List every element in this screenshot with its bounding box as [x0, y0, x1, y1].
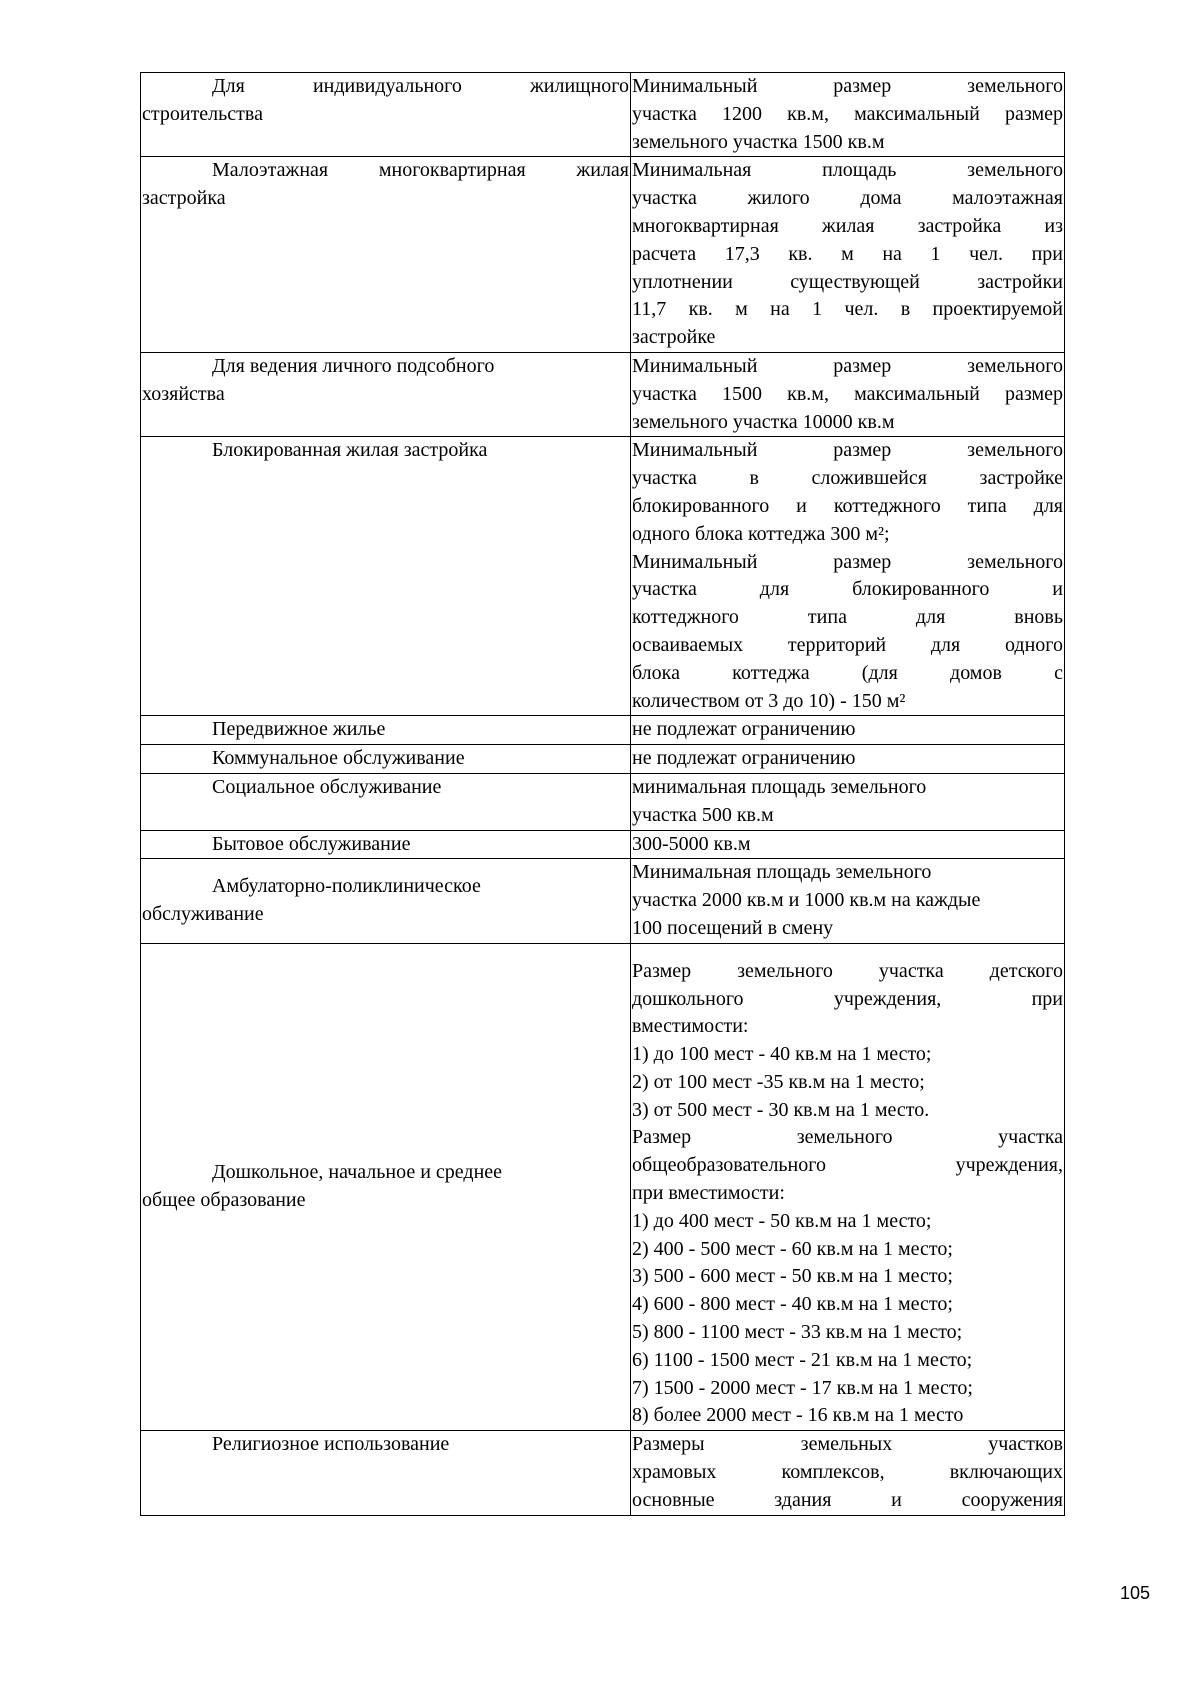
row-param-line: участка 2000 кв.м и 1000 кв.м на каждые — [632, 889, 981, 912]
row-param-cell — [631, 1431, 1065, 1515]
row-use-line: Коммунальное обслуживание — [212, 747, 465, 770]
row-param-cell — [631, 943, 1065, 1431]
land-use-table — [140, 72, 1065, 1516]
row-use-cell — [141, 716, 631, 745]
row-use-line: строительства — [142, 102, 263, 125]
row-param-cell — [631, 437, 1065, 716]
table-row — [141, 830, 1065, 859]
row-param-cell — [631, 859, 1065, 943]
row-param-line: минимальная площадь земельного — [632, 775, 927, 798]
row-use-line: обслуживание — [142, 903, 264, 925]
row-param-line: Размер земельного участка — [632, 1126, 1063, 1149]
list-item: 6) 1100 - 1500 мест - 21 кв.м на 1 место; — [632, 1348, 973, 1371]
row-use-cell — [141, 1431, 631, 1515]
row-param-line: блокированного и коттеджного типа для — [632, 494, 1063, 517]
list-item: 3) от 500 мест - 30 кв.м на 1 место. — [632, 1098, 930, 1121]
table-row — [141, 859, 1065, 943]
table-row — [141, 73, 1065, 157]
table-row — [141, 745, 1065, 774]
row-use-cell — [141, 73, 631, 157]
row-param-line: коттеджного типа для вновь — [632, 606, 1063, 629]
row-param-line: дошкольного учреждения, при — [632, 987, 1063, 1010]
row-use-cell — [141, 157, 631, 353]
row-param-line: участка 500 кв.м — [632, 803, 774, 826]
row-param-line: 11,7 кв. м на 1 чел. в проектируемой — [632, 298, 1063, 321]
row-param-line: одного блока коттеджа 300 м²; — [632, 522, 890, 545]
page-number: 105 — [1120, 1583, 1151, 1603]
row-param-line: расчета 17,3 кв. м на 1 чел. при — [632, 242, 1063, 265]
row-param-line: при вместимости: — [632, 1182, 785, 1205]
row-use-line: Социальное обслуживание — [212, 775, 442, 798]
row-param-cell — [631, 716, 1065, 745]
row-param-line: уплотнении существующей застройки — [632, 270, 1063, 293]
row-param-line: участка 1500 кв.м, максимальный размер — [632, 382, 1063, 405]
row-use-cell — [141, 830, 631, 859]
row-use-line: Малоэтажная многоквартирная жилая — [212, 159, 629, 182]
row-use-cell — [141, 943, 631, 1431]
row-use-line: Религиозное использование — [212, 1433, 450, 1456]
list-item: 1) до 100 мест - 40 кв.м на 1 место; — [632, 1043, 932, 1066]
row-use-cell — [141, 859, 631, 943]
table-row — [141, 352, 1065, 436]
row-param-line: 300-5000 кв.м — [632, 832, 751, 855]
row-param-line: не подлежат ограничению — [632, 718, 856, 741]
row-param-cell — [631, 745, 1065, 774]
row-param-line: Минимальный размер земельного — [632, 550, 1063, 573]
row-param-line: вместимости: — [632, 1015, 749, 1038]
row-param-line: не подлежат ограничению — [632, 747, 856, 770]
row-param-line: количеством от 3 до 10) - 150 м² — [632, 689, 906, 712]
row-param-line: Минимальная площадь земельного — [632, 159, 1063, 182]
row-param-line: 100 посещений в смену — [632, 916, 834, 939]
table-row — [141, 773, 1065, 830]
list-item: 2) от 100 мест -35 кв.м на 1 место; — [632, 1070, 925, 1093]
row-param-line: Минимальный размер земельного — [632, 439, 1063, 462]
row-param-line: участка в сложившейся застройке — [632, 467, 1063, 490]
row-param-line: основные здания и сооружения — [632, 1488, 1063, 1511]
row-param-line: Размер земельного участка детского — [632, 959, 1063, 982]
row-use-line: Бытовое обслуживание — [212, 832, 411, 855]
list-item: 8) более 2000 мест - 16 кв.м на 1 место — [632, 1404, 964, 1427]
row-param-cell — [631, 157, 1065, 353]
row-use-line: Передвижное жилье — [212, 718, 386, 741]
row-param-line: земельного участка 10000 кв.м — [632, 410, 895, 433]
row-use-cell — [141, 352, 631, 436]
row-use-cell — [141, 773, 631, 830]
row-use-line: Блокированная жилая застройка — [212, 439, 488, 462]
row-param-line: Минимальная площадь земельного — [632, 861, 932, 884]
row-use-line: Для индивидуального жилищного — [212, 75, 629, 97]
list-item: 3) 500 - 600 мест - 50 кв.м на 1 место; — [632, 1265, 953, 1288]
list-item: 7) 1500 - 2000 мест - 17 кв.м на 1 место; — [632, 1376, 973, 1399]
row-param-line: участка для блокированного и — [632, 578, 1063, 601]
row-use-cell — [141, 437, 631, 716]
row-param-line: многоквартирная жилая застройка из — [632, 214, 1063, 237]
row-use-cell — [141, 745, 631, 774]
list-item: 1) до 400 мест - 50 кв.м на 1 место; — [632, 1209, 932, 1232]
list-item: 4) 600 - 800 мест - 40 кв.м на 1 место; — [632, 1293, 953, 1316]
row-param-line: храмовых комплексов, включающих — [632, 1461, 1063, 1484]
row-use-line: Дошкольное, начальное и среднее — [212, 1161, 503, 1184]
row-use-line: Для ведения личного подсобного — [212, 354, 495, 377]
list-item: 5) 800 - 1100 мест - 33 кв.м на 1 место; — [632, 1321, 963, 1344]
row-param-cell — [631, 773, 1065, 830]
row-param-cell — [631, 830, 1065, 859]
table-row — [141, 157, 1065, 353]
row-use-line: застройка — [142, 187, 226, 210]
row-param-line: Минимальный размер земельного — [632, 75, 1063, 97]
row-param-line: Минимальный размер земельного — [632, 354, 1063, 377]
row-param-cell — [631, 73, 1065, 157]
table-row — [141, 1431, 1065, 1515]
table-row — [141, 943, 1065, 1431]
table-row — [141, 437, 1065, 716]
row-param-line: участка жилого дома малоэтажная — [632, 187, 1063, 210]
row-use-line: общее образование — [142, 1188, 306, 1211]
row-param-line: осваиваемых территорий для одного — [632, 633, 1063, 656]
row-param-line: участка 1200 кв.м, максимальный размер — [632, 102, 1063, 125]
row-param-line: Размеры земельных участков — [632, 1433, 1063, 1456]
row-param-line: блока коттеджа (для домов с — [632, 661, 1063, 684]
list-item: 2) 400 - 500 мест - 60 кв.м на 1 место; — [632, 1237, 953, 1260]
row-param-line: земельного участка 1500 кв.м — [632, 130, 885, 153]
row-param-line: общеобразовательного учреждения, — [632, 1154, 1063, 1177]
row-param-cell — [631, 352, 1065, 436]
row-param-line: застройке — [632, 326, 716, 349]
row-use-line: Амбулаторно-поликлиническое — [212, 875, 481, 898]
row-use-line: хозяйства — [142, 382, 225, 405]
table-row — [141, 716, 1065, 745]
